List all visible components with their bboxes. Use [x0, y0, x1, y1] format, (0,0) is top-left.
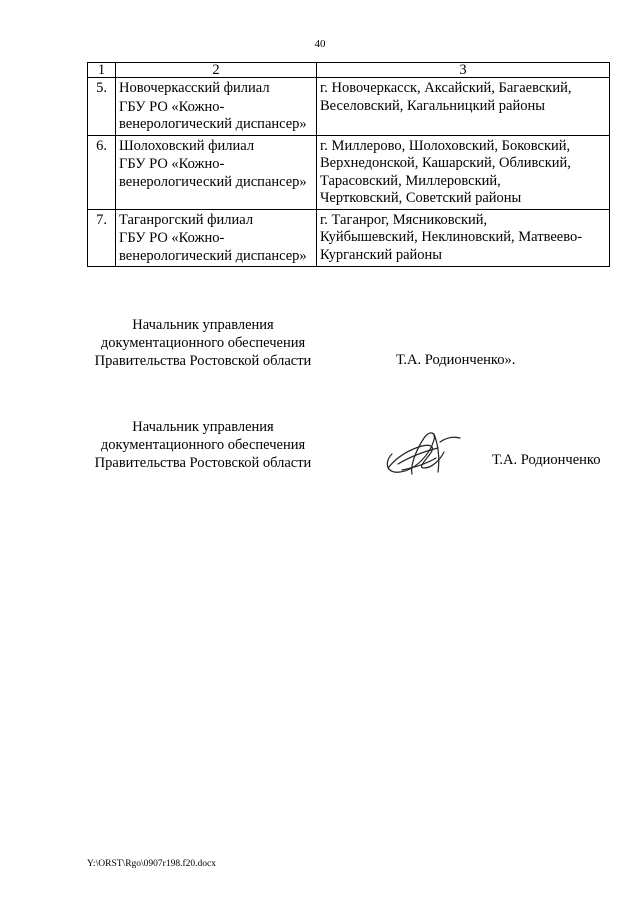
signer-title-line: документационного обеспечения [100, 437, 306, 453]
branch-name [116, 209, 317, 267]
header-cell-3: 3 [317, 63, 610, 78]
district-line: г. Таганрог, Мясниковский, [320, 211, 488, 228]
district-line: Верхнедонской, Кашарский, Обливский, [320, 155, 571, 171]
branch-name-line: Таганрогский филиал [119, 211, 254, 228]
signer-title-line: Начальник управления [132, 317, 274, 333]
row-number: 6. [88, 135, 116, 209]
district-line: Тарасовский, Миллеровский, [320, 172, 501, 189]
served-districts [317, 135, 610, 209]
signer-title-2 [87, 418, 319, 472]
district-line: Веселовский, Кагальницкий районы [320, 97, 545, 114]
header-cell-1: 1 [88, 63, 116, 78]
signer-title-line: Правительства Ростовской области [94, 455, 312, 471]
branch-name-line: венерологический диспансер» [119, 116, 307, 132]
table-row [88, 135, 610, 209]
served-districts [317, 78, 610, 136]
signer-title-1 [87, 316, 319, 370]
signer-name-2: Т.А. Родионченко [492, 452, 601, 468]
branch-name [116, 78, 317, 136]
signer-name-1: Т.А. Родионченко». [396, 352, 516, 368]
served-districts [317, 209, 610, 267]
footer-file-path: Y:\ORST\Rgo\0907r198.f20.docx [87, 859, 216, 869]
handwritten-signature [378, 424, 464, 480]
district-line: Куйбышевский, Неклиновский, Матвеево- [320, 229, 583, 245]
branch-name-line: ГБУ РО «Кожно- [119, 230, 225, 246]
page-number: 40 [314, 38, 326, 50]
signer-title-line: Начальник управления [132, 419, 274, 435]
table-row [88, 209, 610, 267]
table-row [88, 78, 610, 136]
district-line: г. Новочеркасск, Аксайский, Багаевский, [320, 80, 572, 96]
branch-name-line: ГБУ РО «Кожно- [119, 98, 225, 115]
district-line: г. Миллерово, Шолоховский, Боковский, [320, 137, 571, 154]
district-line: Чертковский, Советский районы [320, 190, 522, 206]
branches-table [87, 62, 610, 267]
signer-title-line: Правительства Ростовской области [94, 353, 312, 369]
header-cell-2: 2 [116, 63, 317, 78]
row-number: 5. [88, 78, 116, 136]
table-header-row [88, 63, 610, 78]
signer-title-line: документационного обеспечения [100, 335, 306, 351]
row-number: 7. [88, 209, 116, 267]
branch-name-line: венерологический диспансер» [119, 247, 307, 264]
branch-name-line: Шолоховский филиал [119, 137, 255, 154]
branch-name-line: Новочеркасский филиал [119, 80, 270, 96]
branch-name-line: ГБУ РО «Кожно- [119, 156, 225, 172]
branch-name-line: венерологический диспансер» [119, 173, 307, 190]
district-line: Курганский районы [320, 246, 443, 263]
branch-name [116, 135, 317, 209]
